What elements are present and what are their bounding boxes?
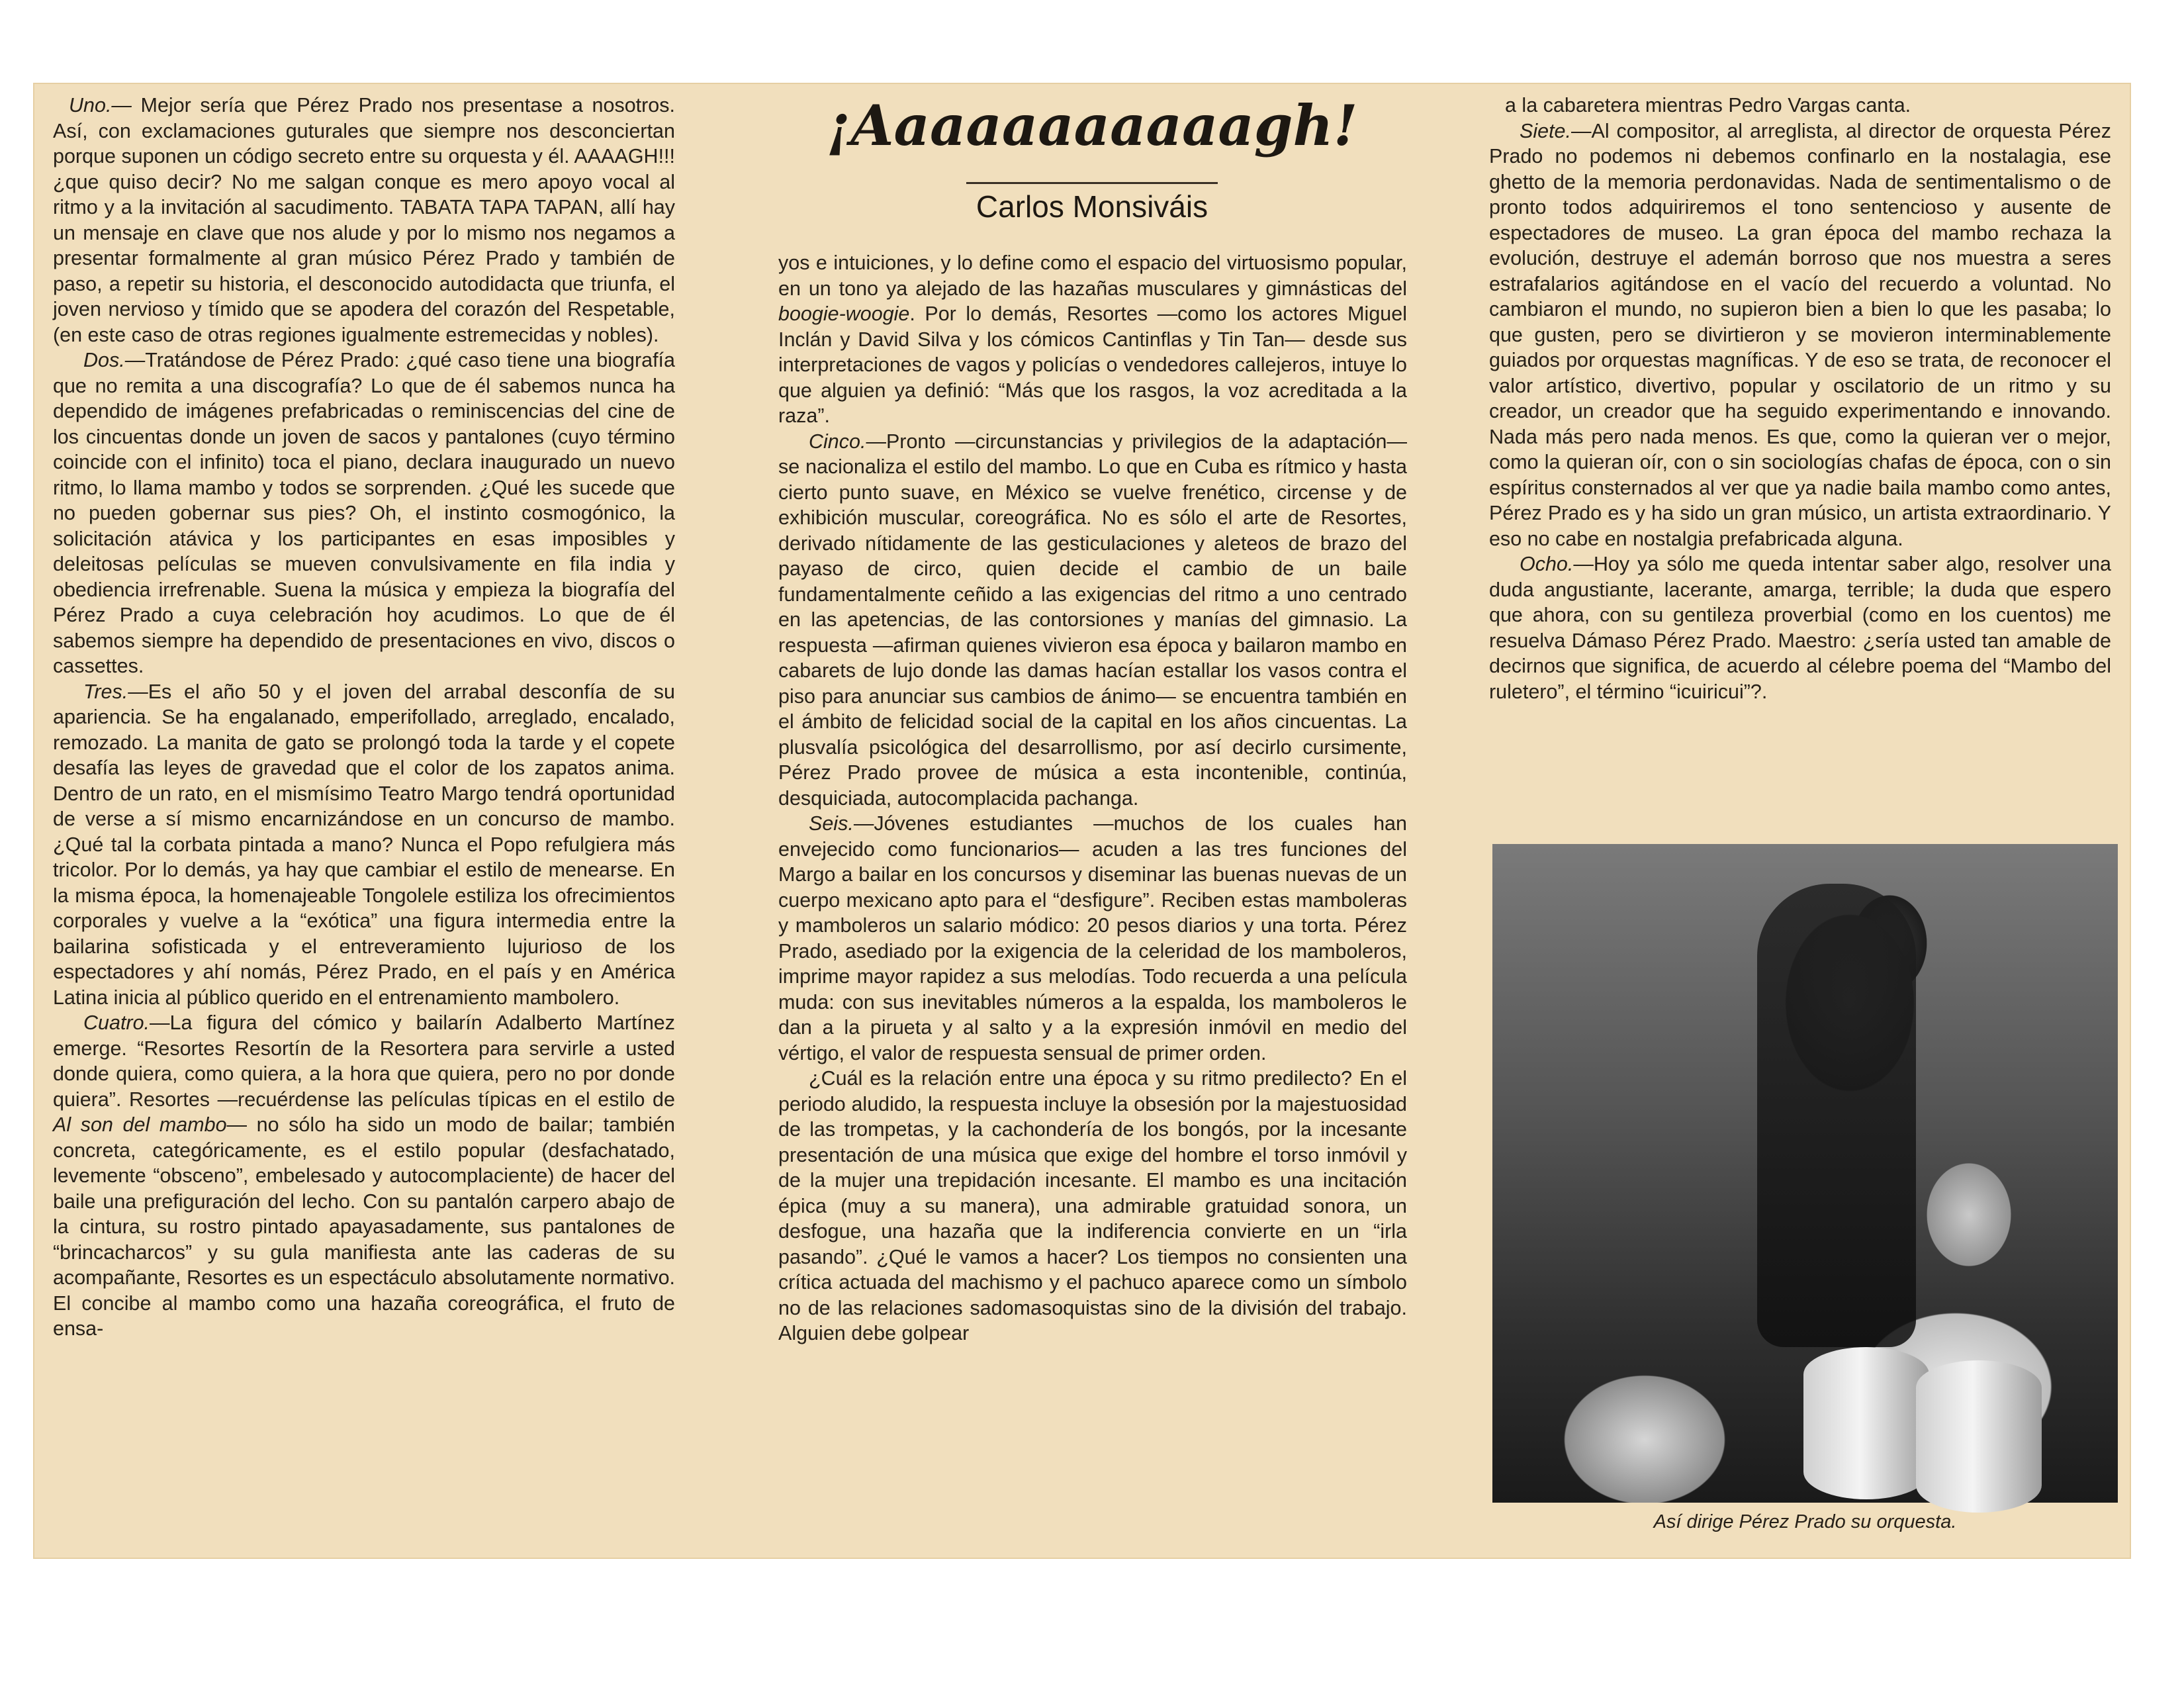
section-lead: Seis. <box>809 812 854 835</box>
paragraph-text: . Por lo demás, Resortes —como los actores Miguel Inclán y David Silva y los cómicos Cantinflas y Tin Tan— desde sus interpretaciones de vagos y policías o vendedores callejeros, intuye lo que alguien ya definió: “Más que los rasgos, la voz acreditada a la raza”. <box>778 303 1407 427</box>
paragraph-dos <box>53 348 675 679</box>
paragraph-text: a la cabaretera mientras Pedro Vargas canta. <box>1505 94 1911 117</box>
paragraph-text: —Tratándose de Pérez Prado: ¿qué caso tiene una biografía que no remita a una discografía? Lo que de él sabemos nunca ha dependido de imágenes prefabricadas o reminiscencias del cine de los cincuentas donde un joven de sacos y pantalones (cuyo término coincide con el infinito) toca el piano, declara inaugurado un nuevo ritmo, lo llama mambo y todos se sorprenden. ¿Qué les sucede que no pueden gobernar sus pies? Oh, el instinto cosmogónico, la solicitación atávica y los participantes en esas imposibles y deleitosas películas se mueven convulsivamente en fila india y obediencia irrefrenable. Suena la música y empieza la biografía del Pérez Prado a cuya celebración hoy acudimos. Lo que de él sabemos siempre ha dependido de presentaciones en vivo, discos o cassettes. <box>53 349 675 677</box>
paragraph-continued <box>778 250 1407 429</box>
section-lead: Cinco. <box>809 430 866 453</box>
paragraph-text: —La figura del cómico y bailarín Adalberto Martínez emerge. “Resortes Resortín de la Resortera para servirle a usted donde quiera, como quiera, a la hora que quiera, pero no por donde quiera”. Resortes —recuérdense las películas típicas en el estilo de <box>53 1011 675 1111</box>
photo-caption: Así dirige Pérez Prado su orquesta. <box>1653 1511 1957 1532</box>
photo-perez-prado-orchestra <box>1492 844 2118 1503</box>
paragraph-seis <box>778 811 1407 1066</box>
bongo-drum <box>1803 1347 1929 1499</box>
paragraph-text: —Es el año 50 y el joven del arrabal desconfía de su apariencia. Se ha engalanado, emperifollado, arreglado, encalado, remozado. La manita de gato se prolongó toda la tarde y el copete desafía las leyes de gravedad que el color de los zapatos anima. Dentro de un rato, en el mismísimo Teatro Margo tendrá oportunidad de verse a sí mismo encarnizándose en un concurso de mambo. ¿Qué tal la corbata pintada a mano? Nunca el Popo refulgiera más tricolor. Por lo demás, ya hay que cambiar el estilo de menearse. En la misma época, la homenajeable Tongolele estiliza los ofrecimientos corporales y vuelve a la “exótica” una figura intermedia entre la bailarina sofisticada y el entreveramiento lujurioso de los espectadores y ahí nomás, Pérez Prado, en el país y en América Latina inicia al público querido en el entrenamiento mambolero. <box>53 680 675 1009</box>
paragraph-text: Mejor sería que Pérez Prado nos presentase a nosotros. Así, con exclamaciones guturales que siempre nos desconciertan porque suponen un código secreto entre su orquesta y él. AAAAGH!!! ¿que quiso decir? No me salgan conque es mero apoyo vocal al ritmo y a la invitación al sacudimento. TABATA TAPA TAPAN, allí hay un mensaje en clave que nos alude y por lo mismo nos negamos a presentar formalmente al gran músico Pérez Prado y también de paso, a repetir su historia, el desconocido autodidacta que triunfa, el joven nervioso y tímido que se apodera del corazón del Respetable, (en este caso de otras regiones igualmente estremecidas y nobles). <box>53 94 675 346</box>
article-title: ¡Aaaaaaaaaaagh! <box>826 93 1358 158</box>
bongo-drum <box>1916 1360 2042 1513</box>
section-lead: Cuatro. <box>83 1011 150 1034</box>
paragraph-cinco <box>778 429 1407 812</box>
section-lead: Uno.— <box>69 94 132 117</box>
paragraph-epoca <box>778 1066 1407 1346</box>
author-byline: Carlos Monsiváis <box>976 189 1208 224</box>
section-lead: Siete. <box>1520 119 1571 142</box>
paragraph-text: —Jóvenes estudiantes —muchos de los cuales han envejecido como funcionarios— acuden a las tres funciones del Margo a bailar en los concursos y diseminar las buenas nuevas de un cuerpo mexicano apto para el “desfigure”. Reciben estas mamboleras y mamboleros un salario módico: 20 pesos diarios y una torta. Pérez Prado, asediado por la exigencia de la celeridad de los mamboleros, imprime mayor rapidez a sus melodías. Todo recuerda a una película muda: con sus inevitables números a la espalda, los mamboleros le dan a la pirueta y al salto y a la expresión inmóvil en medio del vértigo, el valor de respuesta sensual de primer orden. <box>778 812 1407 1064</box>
column-middle <box>778 250 1407 1346</box>
column-left <box>53 93 675 1342</box>
paragraph-text: ¿Cuál es la relación entre una época y su ritmo predilecto? En el periodo aludido, la respuesta incluye la obsesión por la majestuosidad de las trompetas, y la cachondería de los bongós, por la incesante presentación de una música que exige del hombre el torso inmóvil y de la mujer una trepidación incesante. El mambo es una incitación épica (muy a su manera), una admirable gratuidad sonora, un desfogue, una hazaña que la indiferencia convierte en un “irla pasando”. ¿Qué le vamos a hacer? Los tiempos no consienten una crítica actuada del machismo y el pachuco aparece como un símbolo no de las relaciones sadomasoquistas sino de la división del trabajo. Alguien debe golpear <box>778 1067 1407 1344</box>
paragraph-cuatro <box>53 1010 675 1342</box>
paragraph-continued <box>1489 93 2111 118</box>
paragraph-text: —Al compositor, al arreglista, al director de orquesta Pérez Prado no podemos ni debemos confinarlo en la nostalagia, ese ghetto de la memoria perdonavidas. Nada de sentimentalismo o de pronto todos adquiriremos el tono sentencioso y ausente de espectadores de museo. La gran época del mambo rechaza la evolución, destruye el ademán borroso que nos muestra a seres estrafalarios agitándose en el vacío del recuerdo a voluntad. No cambiaron el mundo, no supieron bien a bien lo que les pasaba; lo que gusten, pero se divirtieron y se movieron interminablemente guiados por orquestas magníficas. Y de eso se trata, de reconocer el valor artístico, divertivo, popular y oscilatorio de un ritmo y su creador, un creador que ha seguido experimentando e innovando. Nada más pero nada menos. Es que, como la quieran ver o mejor, como la quieran oír, con o sin sociologías chafas de época, con o sin espíritus consternados al ver que ya nadie baila mambo como antes, Pérez Prado es y ha sido un gran músico, un artista extraordinario. Y eso no cabe en nostalgia prefabricada alguna. <box>1489 119 2111 550</box>
section-lead: Dos. <box>83 349 125 371</box>
paragraph-tres <box>53 679 675 1011</box>
paragraph-text: yos e intuiciones, y lo define como el espacio del virtuosismo popular, en un tono ya alejado de las hazañas musculares y gimnásticas del <box>778 252 1407 300</box>
title-rule <box>966 182 1218 184</box>
section-lead: Tres. <box>83 680 128 703</box>
section-lead: Ocho. <box>1520 553 1574 575</box>
genre-name: boogie-woogie <box>778 303 910 325</box>
paragraph-text: —Pronto —circunstancias y privilegios de la adaptación— se nacionaliza el estilo del mambo. Lo que en Cuba es rítmico y hasta cierto punto suave, en México se vuelve frenético, circense y de exhibición muscular, coreográfica. No es sólo el arte de Resortes, derivado nítidamente de las gesticulaciones y aleteos de brazo del payaso de circo, quien decide el cambio de un baile fundamentalmente ceñido a las exigencias del ritmo a uno centrado en las apetencias, de las contorsiones y manías del gimnasio. La respuesta —afirman quienes vivieron esa época y bailaron mambo en cabarets de lujo donde las damas hacían estallar los vasos contra el piso para anunciar sus cambios de ánimo— se encuentra también en el ámbito de felicidad social de la capital en los años cincuentas. La plusvalía psicológica del desarrollismo, por así decirlo cursimente, Pérez Prado provee de música a esta incontenible, continúa, desquiciada, autocomplacida pachanga. <box>778 430 1407 810</box>
film-title: Al son del mambo <box>53 1113 227 1136</box>
paragraph-text: — no sólo ha sido un modo de bailar; también concreta, categóricamente, es el estilo popular (desfachatado, levemente “obsceno”, embelesado y autocomplaciente) de hacer del baile una prefiguración del lecho. Con su pantalón carpero abajo de la cintura, su rostro pintado apayasadamente, sus pantalones de “brincacharcos” y su gula manifiesta ante las caderas de su acompañante, Resortes es un espectáculo absolutamente normativo. El concibe al mambo como una hazaña coreográfica, el fruto de ensa- <box>53 1113 675 1340</box>
paragraph-text: —Hoy ya sólo me queda intentar saber algo, resolver una duda angustiante, lacerante, amarga, terrible; la duda que espero que ahora, con su gentileza proverbial (como en los cuentos) me resuelva Dámaso Pérez Prado. Maestro: ¿sería usted tan amable de decirnos que significa, de acuerdo al célebre poema del “Mambo del ruletero”, el término “icuiricui”?. <box>1489 553 2111 703</box>
paragraph-siete <box>1489 118 2111 552</box>
conductor-silhouette <box>1757 884 1916 1347</box>
paragraph-ocho <box>1489 551 2111 704</box>
paragraph-uno <box>53 93 675 348</box>
column-right <box>1489 93 2111 704</box>
